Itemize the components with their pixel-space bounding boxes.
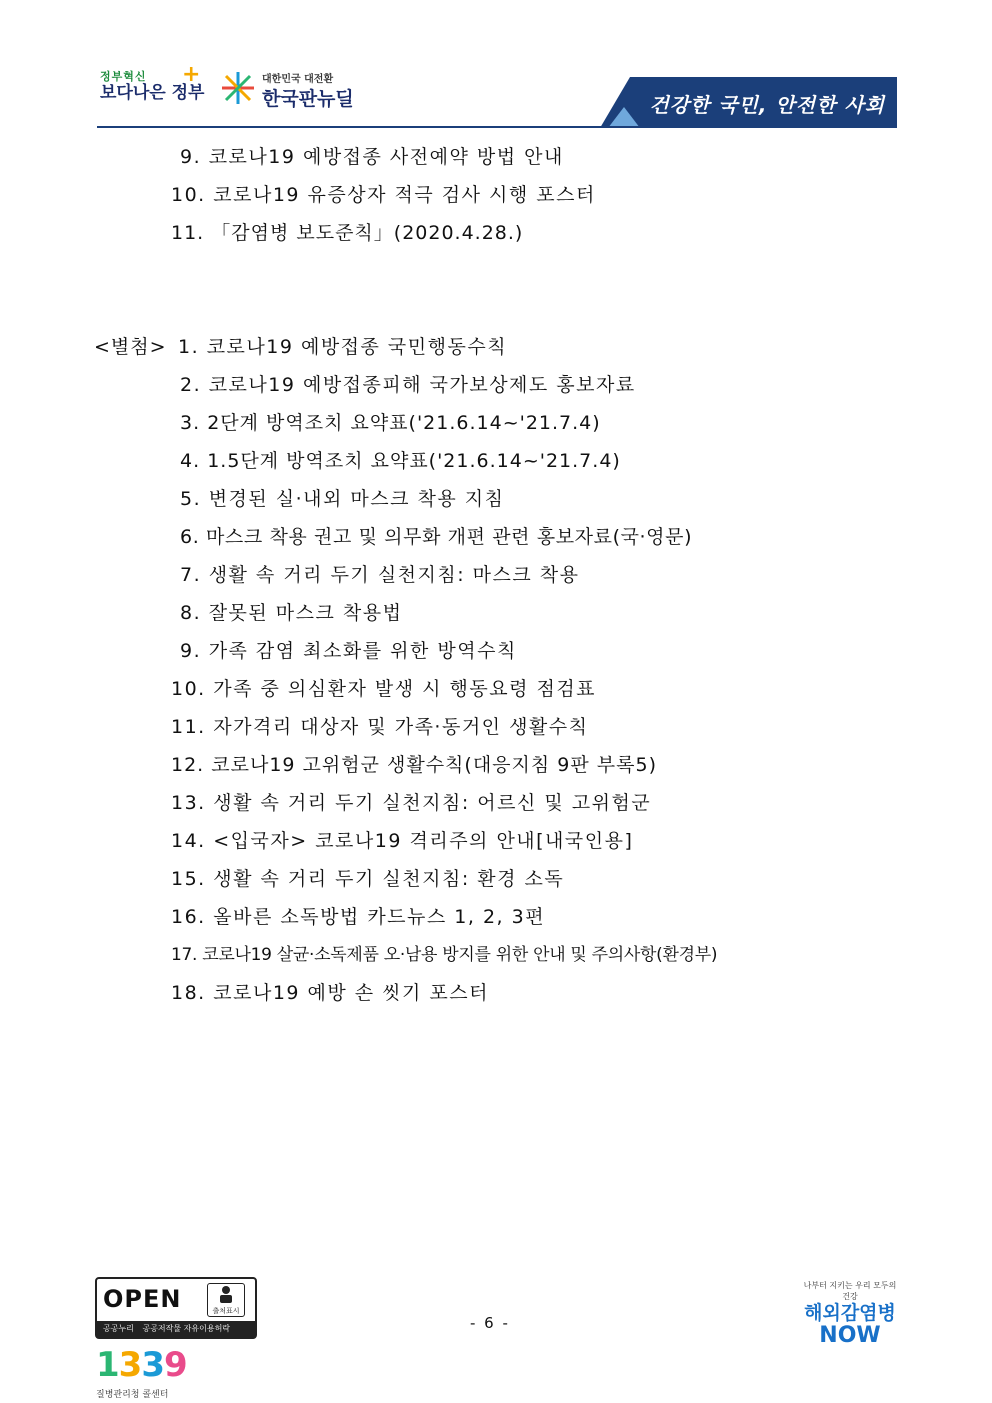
list-item — [180, 636, 517, 663]
list-item — [171, 978, 489, 1005]
call-center-1339-logo — [96, 1345, 187, 1400]
gov-innovation-logo — [100, 62, 205, 103]
digit-3b: 3 — [141, 1345, 165, 1385]
item-number: 10. — [171, 184, 206, 206]
item-text: 변경된 실·내외 마스크 착용 지침 — [208, 488, 505, 510]
list-item — [171, 712, 588, 739]
item-text: 생활 속 거리 두기 실천지침: 마스크 착용 — [208, 564, 580, 586]
now-tagline: 나부터 지키는 우리 모두의 건강 — [803, 1281, 897, 1301]
item-number: 14. — [171, 830, 206, 852]
list-item — [180, 598, 402, 625]
list-item — [180, 560, 580, 587]
item-number: 9. — [180, 640, 202, 662]
item-number: 9. — [180, 146, 202, 168]
page-header — [0, 0, 992, 135]
item-text: 잘못된 마스크 착용법 — [208, 602, 403, 624]
open-text: OPEN — [103, 1285, 182, 1313]
item-text: 2단계 방역조치 요약표('21.6.14~'21.7.4) — [207, 412, 601, 434]
item-number: 1. — [178, 336, 200, 358]
page-number: - 6 - — [470, 1314, 510, 1332]
list-item — [180, 484, 505, 511]
open-license-caption — [97, 1321, 255, 1337]
now-word: NOW — [819, 1323, 881, 1348]
list-item — [171, 180, 596, 207]
item-text: 올바른 소독방법 카드뉴스 1, 2, 3편 — [213, 906, 546, 928]
logo2-small-text: 대한민국 대전환 — [262, 74, 334, 85]
list-item — [171, 864, 564, 891]
item-text: 코로나19 예방 손 씻기 포스터 — [213, 982, 489, 1004]
item-number: 7. — [180, 564, 202, 586]
item-text: 코로나19 예방접종 국민행동수칙 — [206, 336, 508, 358]
list-item — [180, 522, 692, 549]
overseas-infection-now-logo — [800, 1280, 900, 1348]
list-item — [180, 446, 621, 473]
list-item — [180, 408, 601, 435]
item-text: 코로나19 예방접종 사전예약 방법 안내 — [208, 146, 564, 168]
digit-1: 1 — [96, 1345, 119, 1385]
digit-3a: 3 — [118, 1345, 142, 1385]
item-number: 16. — [171, 906, 206, 928]
list-item — [180, 142, 564, 169]
list-item — [171, 826, 633, 853]
logo1339-subtitle: 질병관리청 콜센터 — [96, 1390, 169, 1400]
now-title: 해외감염병 — [804, 1302, 896, 1324]
item-text: <입국자> 코로나19 격리주의 안내[내국인용] — [213, 830, 634, 852]
item-text: 마스크 착용 권고 및 의무화 개편 관련 홍보자료(국·영문) — [205, 526, 693, 548]
plus-icon: + — [182, 62, 201, 87]
item-number: 6. — [180, 526, 200, 548]
item-text: 자가격리 대상자 및 가족·동거인 생활수칙 — [213, 716, 589, 738]
item-text: 「감염병 보도준칙」(2020.4.28.) — [211, 222, 524, 244]
list-item — [171, 940, 717, 965]
item-number: 10. — [171, 678, 206, 700]
logo2-big-text: 한국판뉴딜 — [262, 88, 354, 110]
item-number: 18. — [171, 982, 206, 1004]
item-text: 생활 속 거리 두기 실천지침: 환경 소독 — [213, 868, 565, 890]
item-text: 생활 속 거리 두기 실천지침: 어르신 및 고위험군 — [213, 792, 652, 814]
new-deal-star-icon — [218, 70, 258, 106]
item-number: 12. — [171, 754, 205, 776]
item-number: 2. — [180, 374, 202, 396]
item-number: 13. — [171, 792, 206, 814]
logo1339-digits — [96, 1345, 187, 1385]
item-number: 11. — [171, 716, 206, 738]
item-number: 5. — [180, 488, 202, 510]
list-item — [171, 674, 596, 701]
list-item — [180, 370, 636, 397]
item-number: 11. — [171, 222, 205, 244]
open-caption-left: 공공누리 — [103, 1324, 134, 1333]
korean-new-deal-logo — [218, 70, 368, 110]
list-item — [171, 218, 523, 245]
item-text: 가족 감염 최소화를 위한 방역수칙 — [208, 640, 517, 662]
list-item — [171, 750, 657, 777]
item-text: 코로나19 고위험군 생활수칙(대응지침 9판 부록5) — [211, 754, 657, 776]
attribution-icon — [207, 1283, 245, 1317]
open-caption-right: 공공저작물 자유이용허락 — [142, 1324, 231, 1333]
banner-slogan: 건강한 국민, 안전한 사회 — [649, 93, 885, 117]
item-number: 3. — [180, 412, 201, 434]
logo1-small-text: 정부혁신 — [100, 70, 147, 83]
item-number: 8. — [180, 602, 202, 624]
item-text: 가족 중 의심환자 발생 시 행동요령 점검표 — [213, 678, 597, 700]
digit-9: 9 — [164, 1345, 187, 1385]
item-text: 코로나19 예방접종피해 국가보상제도 홍보자료 — [208, 374, 636, 396]
list-item — [171, 788, 651, 815]
attribution-label: 출처표시 — [212, 1307, 240, 1315]
attachments-label: <별첨> — [94, 336, 167, 358]
open-license-badge — [95, 1277, 257, 1339]
person-icon — [208, 1284, 244, 1304]
header-rule — [97, 126, 897, 128]
item-text: 코로나19 살균·소독제품 오·남용 방지를 위한 안내 및 주의사항(환경부) — [202, 945, 718, 965]
list-item — [178, 332, 507, 359]
item-text: 1.5단계 방역조치 요약표('21.6.14~'21.7.4) — [207, 450, 621, 472]
item-text: 코로나19 유증상자 적극 검사 시행 포스터 — [213, 184, 596, 206]
item-number: 15. — [171, 868, 206, 890]
logo1-big-text: 보다나은 정부 — [100, 83, 205, 103]
list-item — [171, 902, 545, 929]
item-number: 4. — [180, 450, 201, 472]
item-number: 17. — [171, 945, 198, 965]
slogan-banner — [600, 77, 897, 128]
